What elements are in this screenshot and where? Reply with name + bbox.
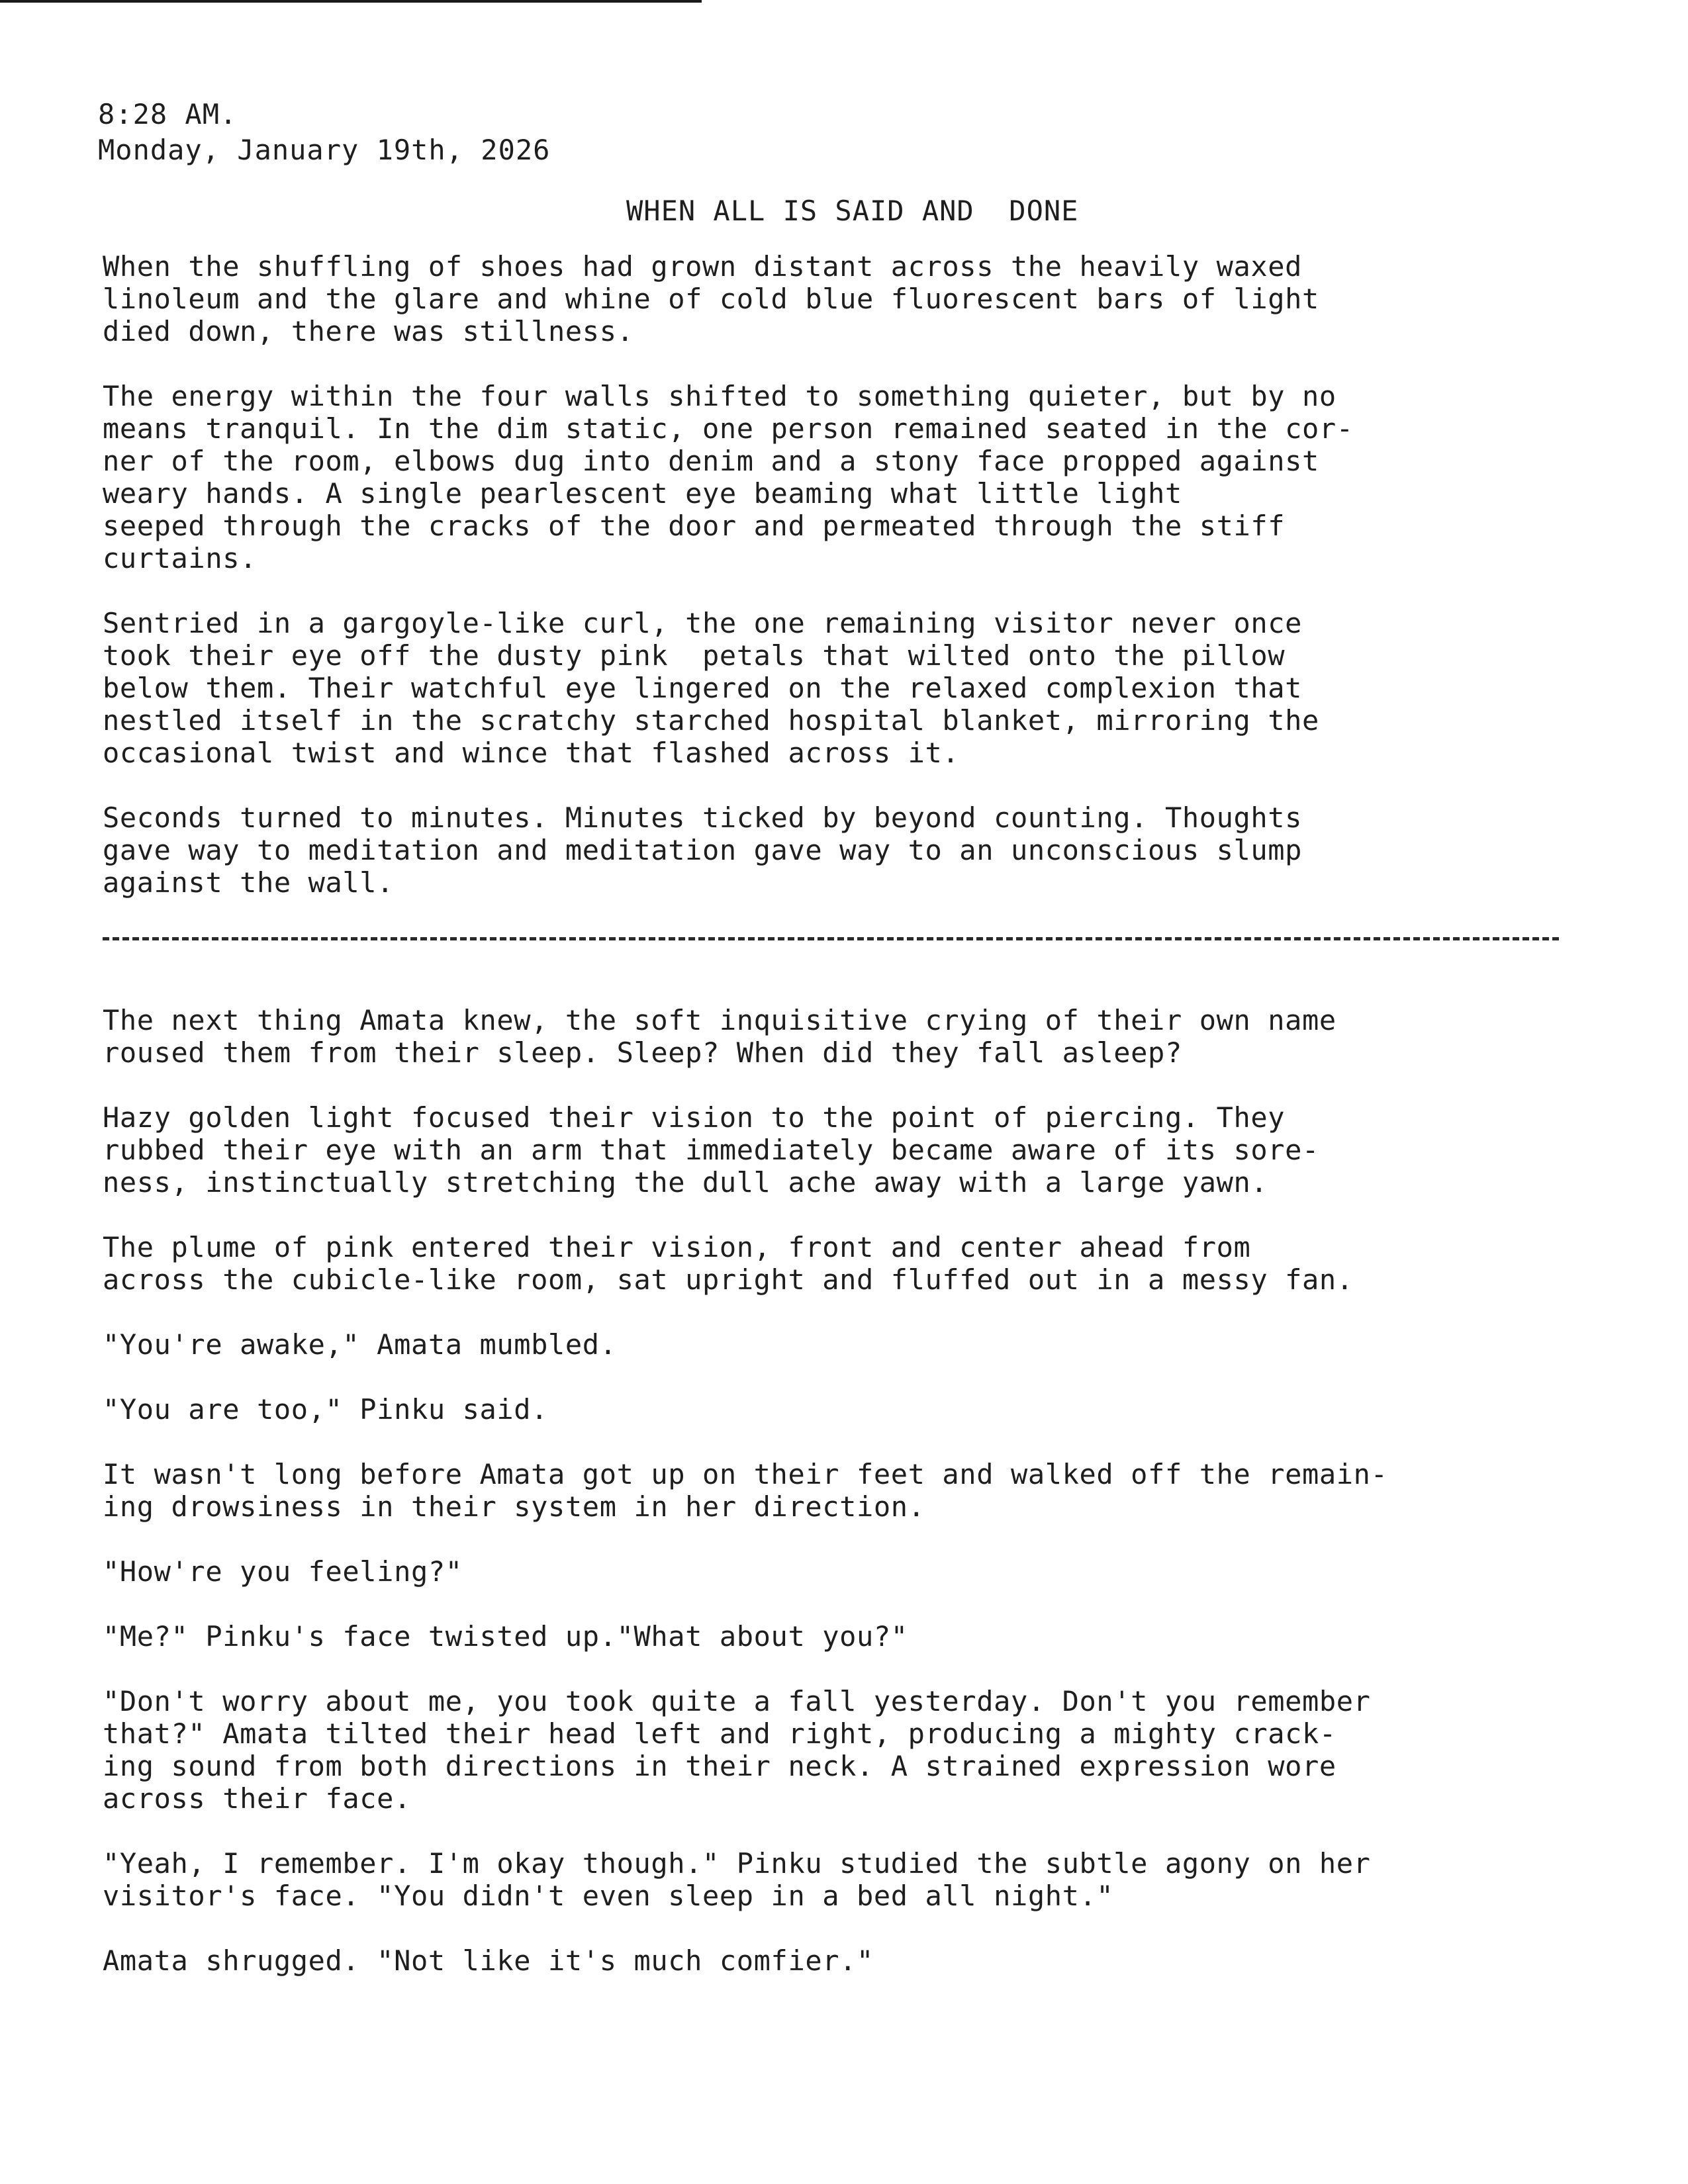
text-line: ner of the room, elbows dug into denim and a stony face propped against: [103, 445, 1319, 477]
text-line: visitor's face. "You didn't even sleep in a bed all night.": [103, 1880, 1114, 1912]
text-line: "You're awake," Amata mumbled.: [103, 1328, 617, 1361]
text-line: against the wall.: [103, 866, 395, 899]
text-line: linoleum and the glare and whine of cold blue fluorescent bars of light: [103, 283, 1319, 315]
paragraph: [103, 1458, 1625, 1523]
paragraph: [103, 1004, 1625, 1069]
text-line: "Don't worry about me, you took quite a fall yesterday. Don't you remember: [103, 1685, 1371, 1717]
paragraph: [103, 1847, 1625, 1912]
text-line: died down, there was stillness.: [103, 315, 634, 347]
text-line: that?" Amata tilted their head left and right, producing a mighty crack-: [103, 1717, 1336, 1750]
text-line: The energy within the four walls shifted to something quieter, but by no: [103, 380, 1336, 412]
text-line: Seconds turned to minutes. Minutes ticked by beyond counting. Thoughts: [103, 801, 1303, 834]
text-line: "Yeah, I remember. I'm okay though." Pinku studied the subtle agony on her: [103, 1847, 1371, 1880]
text-line: below them. Their watchful eye lingered on the relaxed complexion that: [103, 672, 1303, 704]
text-line: The next thing Amata knew, the soft inquisitive crying of their own name: [103, 1004, 1336, 1036]
text-line: weary hands. A single pearlescent eye beaming what little light: [103, 477, 1182, 510]
header-time: 8:28 AM.: [98, 98, 238, 130]
text-line: across the cubicle-like room, sat upright and fluffed out in a messy fan.: [103, 1263, 1354, 1296]
text-line: roused them from their sleep. Sleep? When did they fall asleep?: [103, 1036, 1182, 1069]
paragraph: [103, 801, 1625, 899]
text-line: "You are too," Pinku said.: [103, 1393, 549, 1426]
story-section-1: [103, 250, 1625, 899]
text-line: "How're you feeling?": [103, 1555, 463, 1588]
text-line: Amata shrugged. "Not like it's much comfier.": [103, 1944, 874, 1977]
paragraph: [103, 1328, 1625, 1361]
paragraph: [103, 1555, 1625, 1588]
text-line: seeped through the cracks of the door and permeated through the stiff: [103, 510, 1286, 542]
paragraph: [103, 1393, 1625, 1426]
story-title: WHEN ALL IS SAID AND DONE: [626, 195, 1079, 227]
text-line: rubbed their eye with an arm that immediately became aware of its sore-: [103, 1134, 1319, 1166]
paragraph: [103, 607, 1625, 769]
text-line: Sentried in a gargoyle-like curl, the one remaining visitor never once: [103, 607, 1303, 639]
text-line: The plume of pink entered their vision, front and center ahead from: [103, 1231, 1251, 1263]
text-line: means tranquil. In the dim static, one person remained seated in the cor-: [103, 412, 1354, 445]
text-line: ness, instinctually stretching the dull ache away with a large yawn.: [103, 1166, 1268, 1199]
text-line: When the shuffling of shoes had grown distant across the heavily waxed: [103, 250, 1303, 283]
text-line: It wasn't long before Amata got up on their feet and walked off the remain-: [103, 1458, 1388, 1490]
story-section-2: [103, 1004, 1625, 1977]
paragraph: [103, 380, 1625, 574]
paragraph: [103, 1101, 1625, 1199]
text-line: "Me?" Pinku's face twisted up."What about you?": [103, 1620, 908, 1653]
paragraph: [103, 1231, 1625, 1296]
section-divider: [103, 937, 1559, 942]
scan-top-edge: [0, 0, 702, 3]
paragraph: [103, 1620, 1625, 1653]
timestamp-header: [98, 97, 550, 168]
paragraph: [103, 1944, 1625, 1977]
paragraph: [103, 250, 1625, 347]
text-line: nestled itself in the scratchy starched hospital blanket, mirroring the: [103, 704, 1319, 737]
text-line: gave way to meditation and meditation gave way to an unconscious slump: [103, 834, 1303, 866]
paragraph: [103, 1685, 1625, 1815]
text-line: ing drowsiness in their system in her direction.: [103, 1490, 925, 1523]
text-line: ing sound from both directions in their neck. A strained expression wore: [103, 1750, 1336, 1782]
text-line: occasional twist and wince that flashed across it.: [103, 737, 960, 769]
text-line: curtains.: [103, 542, 257, 574]
text-line: across their face.: [103, 1782, 411, 1815]
text-line: took their eye off the dusty pink petals that wilted onto the pillow: [103, 639, 1286, 672]
text-line: Hazy golden light focused their vision to the point of piercing. They: [103, 1101, 1286, 1134]
story-body: [103, 250, 1625, 2009]
header-date: Monday, January 19th, 2026: [98, 134, 551, 166]
